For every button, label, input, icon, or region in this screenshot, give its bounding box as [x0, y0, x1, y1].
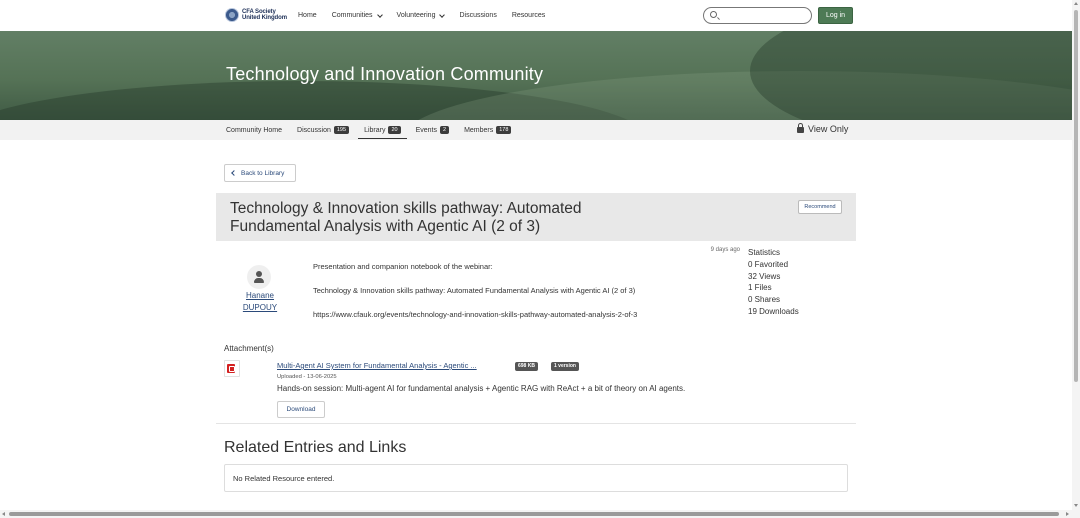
cfa-logo-icon [225, 8, 239, 22]
scroll-left-arrow-icon[interactable] [2, 512, 5, 516]
tab-library[interactable] [364, 120, 401, 140]
tab-label: Members [464, 126, 494, 134]
scroll-right-arrow-icon[interactable] [1066, 512, 1069, 516]
upload-date: Uploaded - 13-06-2025 [277, 374, 337, 380]
tab-label: Library [364, 126, 386, 134]
back-to-library-button[interactable] [224, 164, 296, 182]
related-empty-text: No Related Resource entered. [233, 474, 335, 483]
logo-line-2: United Kingdom [242, 15, 287, 21]
count-badge: 178 [496, 126, 511, 134]
lock-icon [797, 127, 804, 133]
community-tabs [226, 120, 526, 140]
entry-title: Technology & Innovation skills pathway: Automated Fundamental Analysis with Agentic AI (2 of 3) [230, 200, 582, 235]
nav-volunteering[interactable] [397, 12, 445, 19]
author-last-name[interactable]: DUPOUY [242, 303, 278, 312]
nav-resources[interactable]: Resources [511, 12, 546, 19]
search-icon [710, 11, 717, 18]
tab-label: Discussion [297, 126, 331, 134]
tab-members[interactable] [464, 120, 511, 140]
tab-label: Community Home [226, 126, 283, 134]
statistics-panel [748, 247, 799, 318]
chevron-left-icon [231, 170, 237, 176]
divider [216, 423, 856, 424]
view-only-indicator [797, 124, 848, 134]
search-input[interactable] [720, 10, 808, 21]
count-badge: 2 [440, 126, 449, 134]
description-line: Presentation and companion notebook of the webinar: [313, 262, 493, 271]
nav-communities-label: Communities [331, 12, 373, 19]
vertical-scroll-thumb[interactable] [1074, 10, 1078, 382]
posted-time: 9 days ago [710, 247, 740, 253]
community-banner [0, 31, 1072, 120]
count-badge: 20 [388, 126, 400, 134]
nav-communities[interactable] [332, 12, 382, 19]
stat-files: 1 Files [748, 283, 772, 293]
tab-community-home[interactable] [226, 120, 282, 140]
version-badge[interactable]: 1 version [551, 362, 579, 371]
pdf-file-icon [224, 360, 240, 377]
main-nav [298, 0, 560, 31]
stat-shares: 0 Shares [748, 295, 781, 305]
avatar[interactable] [247, 265, 271, 289]
community-title: Technology and Innovation Community [226, 64, 544, 84]
stat-favorited: 0 Favorited [748, 259, 789, 269]
recommend-button[interactable]: Recommend [798, 200, 842, 214]
stat-downloads: 19 Downloads [748, 306, 799, 316]
chevron-down-icon [377, 12, 383, 18]
top-navigation [0, 0, 1072, 31]
search-box[interactable] [703, 7, 812, 24]
entry-header [216, 193, 856, 241]
tab-discussion[interactable] [297, 120, 349, 140]
attachment-description: Hands-on session: Multi-agent AI for fundamental analysis + Agentic RAG with ReAct + a bit of theory on AI agents. [277, 384, 686, 393]
related-entries-box [224, 464, 848, 492]
attachments-label: Attachment(s) [224, 344, 274, 353]
description-url: https://www.cfauk.org/events/technology-and-innovation-skills-pathway-automated-analysis-2-of-3 [313, 310, 638, 319]
file-size-badge: 698 KB [515, 362, 538, 371]
view-only-label: View Only [808, 124, 849, 134]
nav-home[interactable]: Home [298, 12, 317, 19]
community-subnav [0, 120, 1072, 140]
scroll-down-arrow-icon[interactable] [1074, 504, 1078, 507]
logo-line-1: CFA Society [242, 9, 276, 15]
author-first-name[interactable]: Hanane [245, 291, 275, 300]
logo-text [242, 9, 287, 21]
related-heading: Related Entries and Links [224, 439, 407, 456]
scroll-up-arrow-icon[interactable] [1074, 2, 1078, 5]
chevron-down-icon [440, 12, 446, 18]
tab-label: Events [415, 126, 437, 134]
horizontal-scroll-thumb[interactable] [9, 512, 1059, 516]
nav-volunteering-label: Volunteering [396, 12, 436, 19]
back-label: Back to Library [241, 169, 285, 177]
statistics-heading: Statistics [748, 248, 781, 257]
banner-decoration [750, 31, 1072, 120]
nav-discussions[interactable]: Discussions [459, 12, 497, 19]
stat-views: 32 Views [748, 271, 781, 281]
tab-events[interactable] [416, 120, 449, 140]
description-line: Technology & Innovation skills pathway: Automated Fundamental Analysis with Agentic AI (2 of 3) [313, 286, 636, 295]
download-button[interactable]: Download [277, 401, 325, 418]
attachment-link[interactable]: Multi-Agent AI System for Fundamental Analysis - Agentic ... [277, 361, 477, 370]
login-button[interactable]: Log in [818, 7, 853, 24]
count-badge: 195 [334, 126, 349, 134]
site-logo[interactable] [225, 8, 287, 22]
